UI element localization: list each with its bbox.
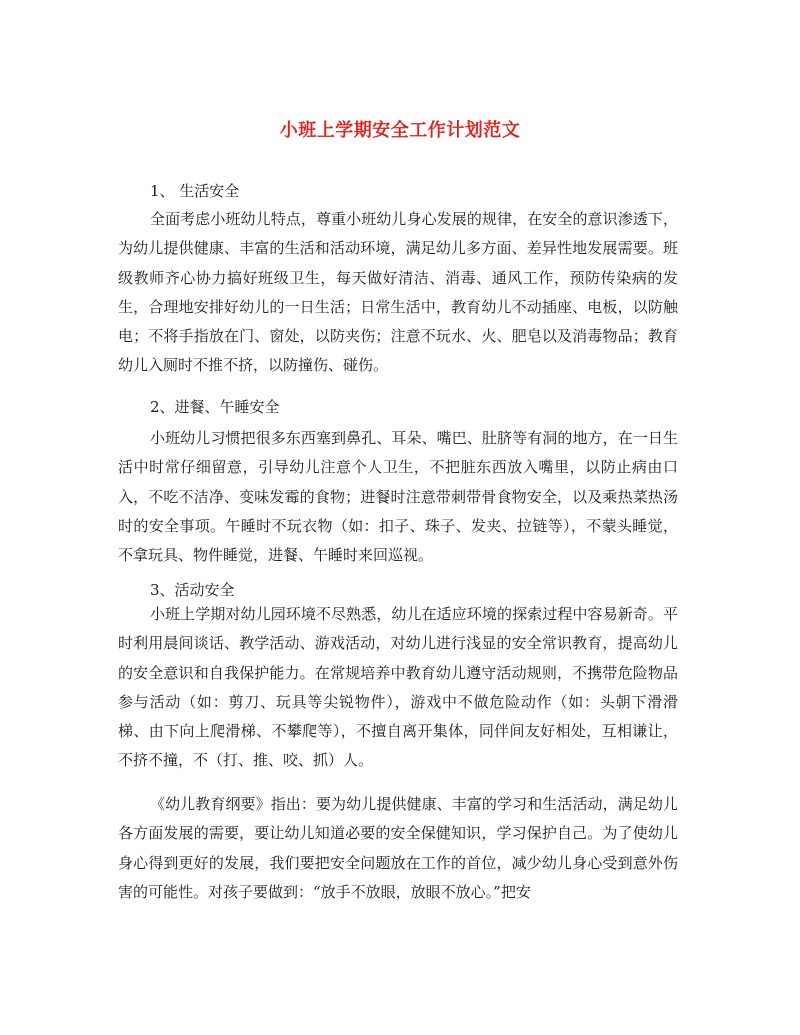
section-heading-2: 2、进餐、午睡安全: [150, 398, 280, 416]
section-paragraph-1: 全面考虑小班幼儿特点，尊重小班幼儿身心发展的规律，在安全的意识渗透下，为幼儿提供健康、丰富的生活和活动环境，满足幼儿多方面、差异性地发展需要。班级教师齐心协力搞好班级卫生，每天做好清洁、消毒、通风工作，预防传染病的发生，合理地安排好幼儿的一日生活；日常生活中，教育幼儿不动插座、电板，以防触电；不将手指放在门、窗处，以防夹伤；注意不玩水、火、肥皂以及消毒物品；教育幼儿入厕时不推不挤，以防撞伤、碰伤。: [118, 210, 678, 375]
section-paragraph-2: 小班幼儿习惯把很多东西塞到鼻孔、耳朵、嘴巴、肚脐等有洞的地方，在一日生活中时常仔细留意，引导幼儿注意个人卫生，不把脏东西放入嘴里，以防止病由口入，不吃不洁净、变味发霉的食物；进餐时注意带刺带骨食物安全，以及乘热菜热汤时的安全事项。午睡时不玩衣物（如：扣子、珠子、发夹、拉链等），不蒙头睡觉，不拿玩具、物件睡觉，进餐、午睡时来回巡视。: [118, 429, 678, 565]
page-title: 小班上学期安全工作计划范文: [279, 120, 521, 141]
section-heading-1: 1、 生活安全: [150, 182, 240, 200]
section-heading-3: 3、活动安全: [150, 581, 235, 599]
section-paragraph-3: 小班上学期对幼儿园环境不尽熟悉，幼儿在适应环境的探索过程中容易新奇。平时利用晨间谈话、教学活动、游戏活动，对幼儿进行浅显的安全常识教育，提高幼儿的安全意识和自我保护能力。在常规培养中教育幼儿遵守活动规则，不携带危险物品参与活动（如：剪刀、玩具等尖锐物件），游戏中不做危险动作（如：头朝下滑滑梯、由下向上爬滑梯、不攀爬等），不擅自离开集体，同伴间友好相处，互相谦让，不挤不撞，不（打、推、咬、抓）人。: [118, 605, 678, 770]
closing-paragraph: 《幼儿教育纲要》指出：要为幼儿提供健康、丰富的学习和生活活动，满足幼儿各方面发展的需要，要让幼儿知道必要的安全保健知识，学习保护自己。为了使幼儿身心得到更好的发展，我们要把安全问题放在工作的首位，减少幼儿身心受到意外伤害的可能性。对孩子要做到：“放手不放眼，放眼不放心。”把安: [118, 795, 678, 901]
